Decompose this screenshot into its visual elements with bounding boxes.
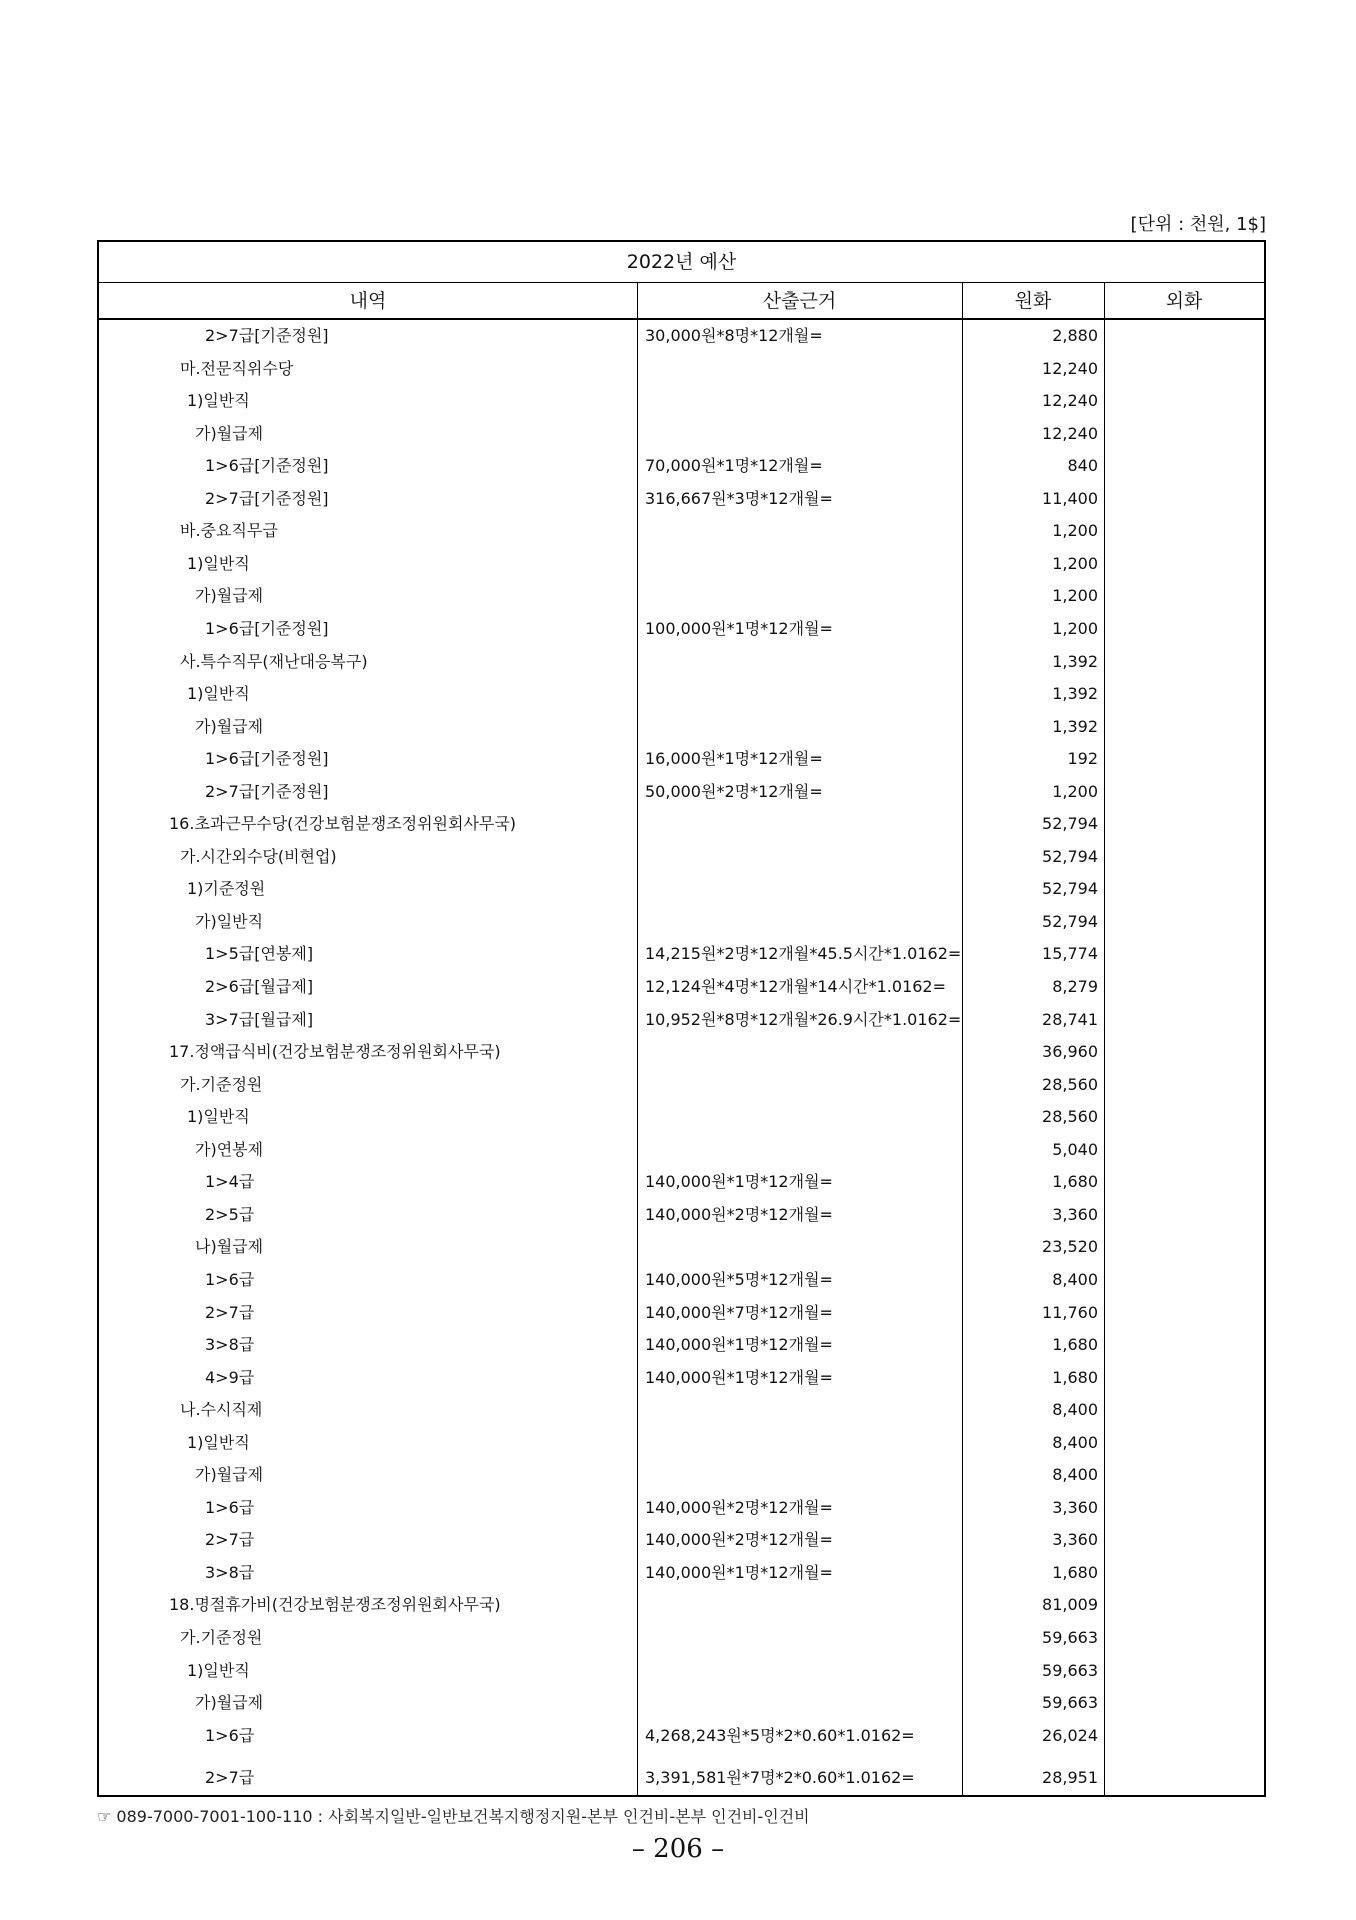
row-item: 3>7급[월급제] xyxy=(205,1009,314,1029)
table-row xyxy=(99,1036,1264,1068)
row-won: 15,774 xyxy=(1042,944,1098,964)
row-won: 11,760 xyxy=(1042,1302,1098,1322)
row-item: 1)일반직 xyxy=(187,391,250,411)
row-won: 1,392 xyxy=(1052,651,1098,671)
row-item: 가.시간외수당(비현업) xyxy=(180,846,337,866)
row-item: 3>8급 xyxy=(205,1335,255,1355)
row-item: 2>7급[기준정원] xyxy=(205,326,329,345)
row-item: 2>7급[기준정원] xyxy=(205,781,329,801)
row-item: 1>6급[기준정원] xyxy=(205,456,329,476)
row-item: 1)일반직 xyxy=(187,1107,250,1127)
row-won: 59,663 xyxy=(1042,1693,1098,1713)
row-won: 1,392 xyxy=(1052,716,1098,736)
table-row xyxy=(99,938,1264,970)
table-row xyxy=(99,646,1264,678)
row-won: 840 xyxy=(1067,456,1098,476)
table-row xyxy=(99,1394,1264,1426)
table-caption: 2022년 예산 xyxy=(99,242,1264,283)
row-item: 1)기준정원 xyxy=(187,879,266,899)
table-row xyxy=(99,353,1264,385)
row-won: 8,400 xyxy=(1052,1400,1098,1420)
row-won: 1,680 xyxy=(1052,1367,1098,1387)
row-won: 8,400 xyxy=(1052,1269,1098,1289)
row-basis: 140,000원*2명*12개월= xyxy=(645,1530,833,1550)
table-row xyxy=(99,1297,1264,1329)
row-basis: 316,667원*3명*12개월= xyxy=(645,488,833,508)
row-basis: 16,000원*1명*12개월= xyxy=(645,749,823,769)
row-won: 12,240 xyxy=(1042,423,1098,443)
table-row xyxy=(99,678,1264,710)
row-item: 나.수시직제 xyxy=(180,1400,263,1420)
table-row xyxy=(99,320,1264,352)
row-basis: 10,952원*8명*12개월*26.9시간*1.0162= xyxy=(645,1009,962,1029)
table-row xyxy=(99,841,1264,873)
row-won: 1,200 xyxy=(1052,586,1098,606)
row-item: 가)월급제 xyxy=(195,586,264,606)
table-row xyxy=(99,483,1264,515)
unit-note: [단위 : 천원, 1$] xyxy=(1130,214,1266,235)
table-row xyxy=(99,1004,1264,1036)
row-basis: 70,000원*1명*12개월= xyxy=(645,456,823,476)
row-won: 26,024 xyxy=(1042,1725,1098,1745)
budget-table xyxy=(97,240,1266,1797)
row-basis: 50,000원*2명*12개월= xyxy=(645,781,823,801)
row-won: 3,360 xyxy=(1052,1497,1098,1517)
table-row xyxy=(99,580,1264,612)
table-row xyxy=(99,711,1264,743)
row-won: 2,880 xyxy=(1052,326,1098,345)
table-row xyxy=(99,808,1264,840)
row-item: 가)월급제 xyxy=(195,1693,264,1713)
row-won: 1,200 xyxy=(1052,781,1098,801)
row-item: 1>4급 xyxy=(205,1172,255,1192)
row-won: 28,951 xyxy=(1042,1768,1098,1788)
row-item: 18.명절휴가비(건강보험분쟁조정위원회사무국) xyxy=(169,1595,501,1615)
row-won: 52,794 xyxy=(1042,814,1098,834)
table-row xyxy=(99,743,1264,775)
row-won: 8,400 xyxy=(1052,1432,1098,1452)
row-won: 1,200 xyxy=(1052,618,1098,638)
row-item: 1>6급 xyxy=(205,1497,255,1517)
row-item: 나)월급제 xyxy=(195,1237,264,1257)
row-won: 23,520 xyxy=(1042,1237,1098,1257)
row-won: 11,400 xyxy=(1042,488,1098,508)
table-row xyxy=(99,1720,1264,1752)
row-won: 192 xyxy=(1067,749,1098,769)
row-won: 59,663 xyxy=(1042,1628,1098,1647)
row-basis: 100,000원*1명*12개월= xyxy=(645,618,833,638)
table-row xyxy=(99,776,1264,808)
row-item: 2>7급 xyxy=(205,1768,255,1788)
table-row xyxy=(99,1231,1264,1263)
row-item: 1>6급 xyxy=(205,1725,255,1745)
row-item: 가.기준정원 xyxy=(180,1074,263,1094)
row-won: 28,560 xyxy=(1042,1074,1098,1094)
row-won: 3,360 xyxy=(1052,1530,1098,1550)
row-item: 1>6급 xyxy=(205,1269,255,1289)
row-basis: 140,000원*1명*12개월= xyxy=(645,1172,833,1192)
row-won: 1,200 xyxy=(1052,553,1098,573)
table-row xyxy=(99,1329,1264,1361)
row-item: 1)일반직 xyxy=(187,1660,250,1680)
row-item: 가)월급제 xyxy=(195,1465,264,1485)
row-basis: 140,000원*1명*12개월= xyxy=(645,1335,833,1355)
row-won: 8,279 xyxy=(1052,977,1098,996)
row-item: 1>6급[기준정원] xyxy=(205,749,329,769)
header-item: 내역 xyxy=(99,282,637,320)
row-won: 52,794 xyxy=(1042,879,1098,899)
row-won: 81,009 xyxy=(1042,1595,1098,1615)
row-item: 3>8급 xyxy=(205,1562,255,1582)
row-item: 2>5급 xyxy=(205,1204,255,1224)
row-item: 1)일반직 xyxy=(187,684,250,704)
row-item: 16.초과근무수당(건강보험분쟁조정위원회사무국) xyxy=(169,814,517,834)
table-row xyxy=(99,1069,1264,1101)
table-row xyxy=(99,1557,1264,1589)
row-item: 사.특수직무(재난대응복구) xyxy=(180,651,368,671)
table-row xyxy=(99,1166,1264,1198)
row-basis: 3,391,581원*7명*2*0.60*1.0162= xyxy=(645,1768,915,1788)
header-foreign: 외화 xyxy=(1104,282,1264,320)
table-row xyxy=(99,515,1264,547)
row-won: 3,360 xyxy=(1052,1204,1098,1224)
row-won: 1,200 xyxy=(1052,521,1098,541)
row-item: 1>5급[연봉제] xyxy=(205,944,314,964)
row-basis: 4,268,243원*5명*2*0.60*1.0162= xyxy=(645,1725,915,1745)
row-item: 2>7급[기준정원] xyxy=(205,488,329,508)
table-row xyxy=(99,1362,1264,1394)
table-row xyxy=(99,1101,1264,1133)
row-item: 바.중요직무급 xyxy=(180,521,278,541)
row-item: 2>7급 xyxy=(205,1530,255,1550)
row-won: 52,794 xyxy=(1042,911,1098,931)
row-won: 28,741 xyxy=(1042,1009,1098,1029)
row-item: 4>9급 xyxy=(205,1367,255,1387)
table-row xyxy=(99,1199,1264,1231)
row-item: 2>6급[월급제] xyxy=(205,977,314,996)
row-won: 36,960 xyxy=(1042,1042,1098,1062)
table-row xyxy=(99,1459,1264,1491)
table-row xyxy=(99,450,1264,482)
row-item: 가.기준정원 xyxy=(180,1628,263,1647)
table-row xyxy=(99,873,1264,905)
row-item: 가)월급제 xyxy=(195,423,264,443)
row-basis: 30,000원*8명*12개월= xyxy=(645,326,823,345)
row-item: 1)일반직 xyxy=(187,553,250,573)
table-row xyxy=(99,1524,1264,1556)
header-basis: 산출근거 xyxy=(637,282,962,320)
row-basis: 140,000원*2명*12개월= xyxy=(645,1204,833,1224)
row-item: 2>7급 xyxy=(205,1302,255,1322)
table-row xyxy=(99,906,1264,938)
row-won: 1,680 xyxy=(1052,1172,1098,1192)
table-row xyxy=(99,385,1264,417)
row-won: 28,560 xyxy=(1042,1107,1098,1127)
table-row xyxy=(99,613,1264,645)
row-item: 1>6급[기준정원] xyxy=(205,618,329,638)
table-row xyxy=(99,548,1264,580)
row-won: 59,663 xyxy=(1042,1660,1098,1680)
row-basis: 140,000원*1명*12개월= xyxy=(645,1562,833,1582)
row-item: 가)일반직 xyxy=(195,911,264,931)
table-row xyxy=(99,1134,1264,1166)
row-won: 8,400 xyxy=(1052,1465,1098,1485)
row-won: 5,040 xyxy=(1052,1139,1098,1159)
header-won: 원화 xyxy=(962,282,1104,320)
row-basis: 140,000원*1명*12개월= xyxy=(645,1367,833,1387)
row-won: 1,680 xyxy=(1052,1335,1098,1355)
table-row xyxy=(99,1264,1264,1296)
row-basis: 12,124원*4명*12개월*14시간*1.0162= xyxy=(645,977,947,996)
table-row xyxy=(99,418,1264,450)
row-item: 가)연봉제 xyxy=(195,1139,264,1159)
row-basis: 140,000원*5명*12개월= xyxy=(645,1269,833,1289)
table-row xyxy=(99,1427,1264,1459)
row-won: 1,392 xyxy=(1052,684,1098,704)
row-won: 52,794 xyxy=(1042,846,1098,866)
row-basis: 140,000원*2명*12개월= xyxy=(645,1497,833,1517)
row-won: 12,240 xyxy=(1042,391,1098,411)
row-won: 1,680 xyxy=(1052,1562,1098,1582)
table-row xyxy=(99,1589,1264,1621)
row-basis: 140,000원*7명*12개월= xyxy=(645,1302,833,1322)
row-item: 마.전문직위수당 xyxy=(180,358,294,378)
row-item: 17.정액급식비(건강보험분쟁조정위원회사무국) xyxy=(169,1042,501,1062)
table-row xyxy=(99,1655,1264,1687)
table-row xyxy=(99,1687,1264,1719)
table-row xyxy=(99,1762,1264,1794)
row-basis: 14,215원*2명*12개월*45.5시간*1.0162= xyxy=(645,944,962,964)
page-number: – 206 – xyxy=(631,1834,725,1864)
table-row xyxy=(99,971,1264,1003)
row-won: 12,240 xyxy=(1042,358,1098,378)
footer-note: ☞ 089-7000-7001-100-110 : 사회복지일반-일반보건복지행정지원-본부 인건비-본부 인건비-인건비 xyxy=(97,1807,810,1826)
row-item: 가)월급제 xyxy=(195,716,264,736)
row-item: 1)일반직 xyxy=(187,1432,250,1452)
table-row xyxy=(99,1622,1264,1654)
table-row xyxy=(99,1492,1264,1524)
